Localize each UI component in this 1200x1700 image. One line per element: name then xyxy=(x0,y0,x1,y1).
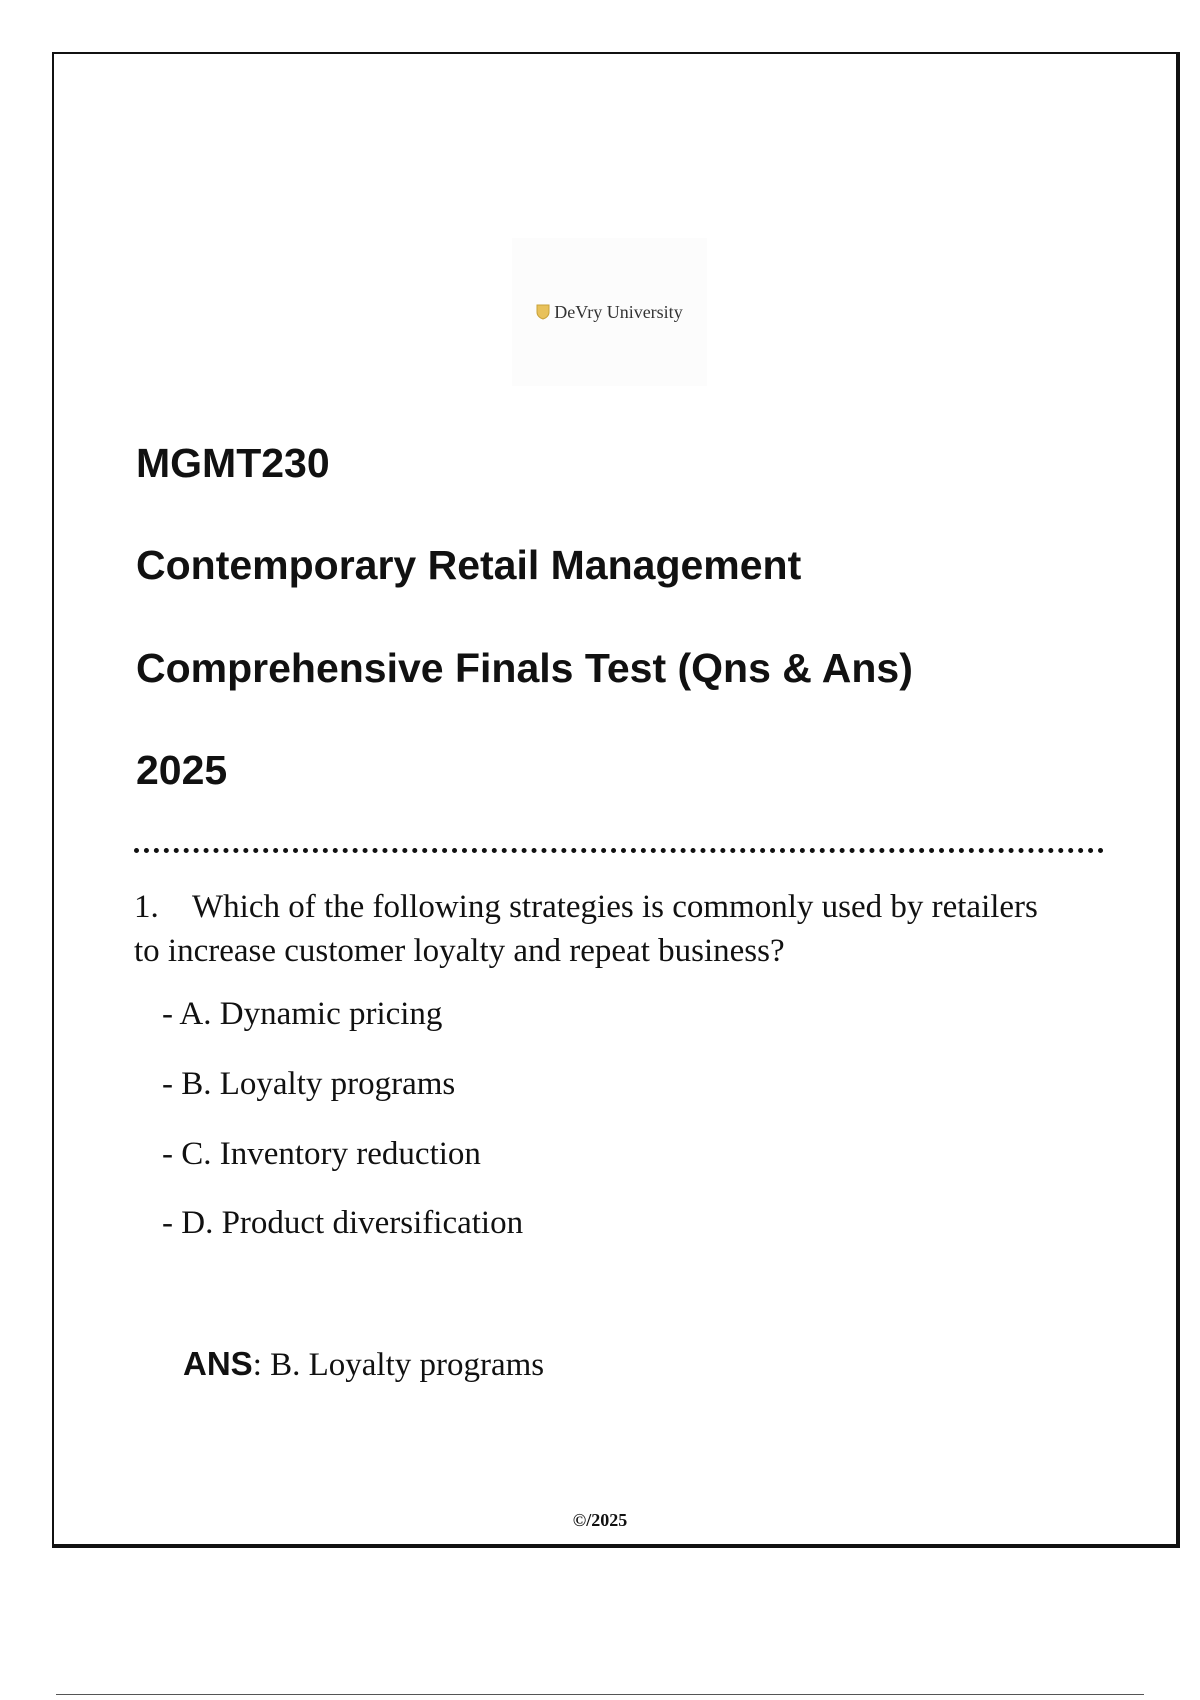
course-code: MGMT230 xyxy=(136,440,330,486)
test-year: 2025 xyxy=(136,747,228,793)
dotted-divider xyxy=(134,848,1104,853)
answer-label: ANS xyxy=(183,1345,253,1382)
answer-text: : B. Loyalty programs xyxy=(252,1347,545,1383)
option-b: - B. Loyalty programs xyxy=(162,1066,456,1102)
copyright-footer: ©/2025 xyxy=(572,1510,628,1530)
question-text xyxy=(134,885,1054,973)
option-a: - A. Dynamic pricing xyxy=(162,996,443,1032)
answer-line xyxy=(183,1345,544,1384)
question-body: Which of the following strategies is commonly used by retailers to increase customer loyalty and repeat business? xyxy=(134,889,1038,969)
test-title: Comprehensive Finals Test (Qns & Ans) xyxy=(136,645,913,691)
option-c: - C. Inventory reduction xyxy=(162,1136,481,1172)
course-title: Contemporary Retail Management xyxy=(136,542,802,588)
university-logo xyxy=(512,238,707,386)
bottom-divider xyxy=(56,1694,1144,1695)
shield-icon xyxy=(536,304,550,320)
option-d: - D. Product diversification xyxy=(162,1205,524,1241)
question-number: 1. xyxy=(134,889,159,925)
logo-text: DeVry University xyxy=(554,301,683,322)
